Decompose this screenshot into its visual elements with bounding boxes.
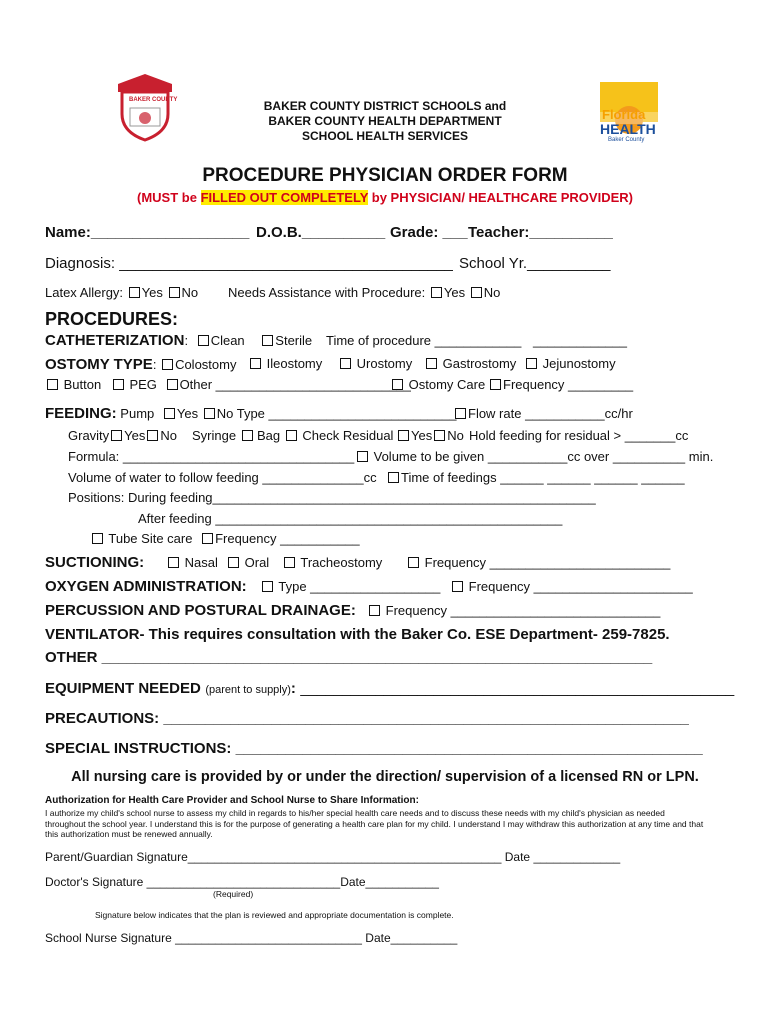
tracheostomy-checkbox[interactable] [284,557,295,568]
catheterization-row [45,333,312,348]
florida-word: Florida [602,107,646,122]
cath-time-field[interactable]: Time of procedure ____________ [326,333,522,348]
clean-checkbox[interactable] [198,335,209,346]
latex-allergy-row [45,286,198,299]
gravity-label: Gravity [68,428,110,443]
volume-given-checkbox[interactable] [357,451,368,462]
latex-no-label: No [181,285,199,300]
teacher-field[interactable]: Teacher:__________ [468,224,613,241]
diagnosis-field[interactable]: Diagnosis: ________________________________________ [45,255,453,272]
gravity-no-checkbox[interactable] [147,430,158,441]
pump-yes-checkbox[interactable] [164,408,175,419]
volume-given-option [355,450,713,463]
ventilator-note: VENTILATOR- This requires consultation with the Baker Co. ESE Department- 259-7825. [45,626,670,643]
tracheostomy-label: Tracheostomy [300,555,383,570]
ostomy-frequency-option [488,378,633,391]
suctioning-label: SUCTIONING: [45,554,145,571]
equipment-note: (parent to supply) [205,684,291,696]
ostomy-frequency-field[interactable]: Frequency _________ [503,377,634,392]
jejunostomy-checkbox[interactable] [526,358,537,369]
subtitle-post: by PHYSICIAN/ HEALTHCARE PROVIDER) [368,190,633,205]
form-subtitle [0,191,770,204]
oral-option [226,556,269,569]
grade-field[interactable]: Grade: ___ [390,224,468,241]
oral-label: Oral [244,555,270,570]
pump-label: Pump [120,406,155,421]
signature-note: Signature below indicates that the plan is reviewed and appropriate documentation is complete. [95,910,454,920]
suction-frequency-checkbox[interactable] [408,557,419,568]
jejunostomy-option [524,357,616,370]
ileostomy-option [248,357,322,370]
pump-no-checkbox[interactable] [204,408,215,419]
flow-rate-field[interactable]: Flow rate ___________cc/hr [468,406,633,421]
authorization-title: Authorization for Health Care Provider and School Nurse to Share Information: [45,795,419,806]
oral-checkbox[interactable] [228,557,239,568]
latex-label: Latex Allergy: [45,285,124,300]
residual-no-label: No [447,428,464,443]
gravity-yes-label: Yes [124,428,146,443]
feeding-label: FEEDING: [45,405,117,422]
check-residual-label: Check Residual [302,428,394,443]
nasal-option [166,556,218,569]
special-instructions-field[interactable]: SPECIAL INSTRUCTIONS: ________________________________________________________ [45,740,703,757]
urostomy-checkbox[interactable] [340,358,351,369]
oxygen-type-option [260,580,440,593]
nasal-label: Nasal [184,555,218,570]
oxygen-frequency-field[interactable]: Frequency ______________________ [468,579,693,594]
feeding-times-checkbox[interactable] [388,472,399,483]
baker-county-schools-logo [110,70,180,142]
percussion-label: PERCUSSION AND POSTURAL DRAINAGE: [45,602,356,619]
cath-colon: : [184,333,189,348]
gastrostomy-label: Gastrostomy [442,356,517,371]
ostomy-frequency-checkbox[interactable] [490,379,501,390]
syringe-label: Syringe [192,428,237,443]
oxygen-frequency-checkbox[interactable] [452,581,463,592]
pump-type-field[interactable]: No Type __________________________ [216,406,457,421]
syringe-checkbox[interactable] [242,430,253,441]
cath-label: CATHETERIZATION [45,332,185,349]
bag-checkbox[interactable] [286,430,297,441]
positions-after-field[interactable]: After feeding ________________________________________________ [138,511,563,526]
other-checkbox[interactable] [167,379,178,390]
tube-frequency-checkbox[interactable] [202,533,213,544]
tube-site-checkbox[interactable] [92,533,103,544]
clean-label: Clean [210,333,245,348]
peg-checkbox[interactable] [113,379,124,390]
form-title: PROCEDURE PHYSICIAN ORDER FORM [202,165,568,186]
urostomy-label: Urostomy [356,356,413,371]
residual-yes-checkbox[interactable] [398,430,409,441]
other-field[interactable]: OTHER __________________________________________________________________ [45,649,653,666]
equipment-colon: : [290,680,296,697]
feeding-row [45,406,457,421]
equipment-row [45,681,734,697]
feeding-times-option [386,471,685,484]
header-line-1: BAKER COUNTY DISTRICT SCHOOLS and [263,99,507,113]
gastrostomy-checkbox[interactable] [426,358,437,369]
oxygen-label: OXYGEN ADMINISTRATION: [45,578,247,595]
suction-frequency-option [406,556,670,569]
nursing-care-statement: All nursing care is provided by or under the direction/ supervision of a licensed RN or LPN. [71,769,699,785]
header-line-2: BAKER COUNTY HEALTH DEPARTMENT [268,114,502,128]
left-logo-text: BAKER COUNTY [129,97,178,103]
suction-frequency-field[interactable]: Frequency _________________________ [424,555,671,570]
bag-option [257,429,393,442]
oxygen-type-field[interactable]: Type __________________ [278,579,441,594]
name-field[interactable]: Name:___________________ [45,224,250,241]
peg-label: PEG [129,377,157,392]
authorization-body: I authorize my child's school nurse to assess my child in regards to his/her special health care needs and to discuss these needs with my child's physician as needed throughout the school year. I understand this is for the purpose of generating a health care plan for my child. I understand I may withdraw this authorization at any time and that this authorization must be renewed annually. [45,808,704,840]
bag-label: Bag [257,428,281,443]
parent-signature-field[interactable]: Parent/Guardian Signature_______________________________________________ Date _____________ [45,850,621,864]
assist-yes-checkbox[interactable] [431,287,442,298]
oxygen-frequency-option [450,580,693,593]
volume-given-field[interactable]: Volume to be given ___________cc over __________ min. [373,449,714,464]
cath-time-field-2[interactable]: _____________ [533,333,627,348]
latex-no-checkbox[interactable] [169,287,180,298]
ostomy-care-label: Ostomy Care [408,377,486,392]
latex-yes-checkbox[interactable] [129,287,140,298]
health-word: HEALTH [600,121,656,137]
ostomy-care-checkbox[interactable] [392,379,403,390]
formula-field[interactable]: Formula: ________________________________ [68,449,355,464]
ostomy-row-2 [45,378,411,391]
ostomy-label: OSTOMY TYPE [45,356,153,373]
flow-rate-checkbox[interactable] [455,408,466,419]
colostomy-checkbox[interactable] [162,359,173,370]
assist-label: Needs Assistance with Procedure: [228,285,426,300]
school-year-field[interactable]: School Yr.__________ [459,255,611,272]
residual-no-checkbox[interactable] [434,430,445,441]
percussion-frequency-field[interactable]: Frequency _____________________________ [385,603,661,618]
assist-no-label: No [483,285,501,300]
tracheostomy-option [282,556,382,569]
latex-yes-label: Yes [141,285,163,300]
urostomy-option [338,357,412,370]
assist-no-checkbox[interactable] [471,287,482,298]
gravity-no-label: No [160,428,178,443]
procedures-heading: PROCEDURES: [45,309,179,329]
tube-site-label: Tube Site care [108,531,193,546]
gravity-row [68,429,177,442]
subtitle-highlight: FILLED OUT COMPLETELY [200,190,369,205]
hold-feeding-field[interactable]: Hold feeding for residual > _______cc [469,428,689,443]
dob-field[interactable]: D.O.B.__________ [256,224,386,241]
ostomy-other-field[interactable]: Other ___________________________ [179,377,411,392]
gravity-yes-checkbox[interactable] [111,430,122,441]
oxygen-type-checkbox[interactable] [262,581,273,592]
ostomy-row [45,357,236,372]
flow-rate-option [453,407,633,420]
sterile-label: Sterile [275,333,313,348]
gastrostomy-option [424,357,516,370]
required-note: (Required) [213,889,254,899]
button-label: Button [63,377,102,392]
tube-frequency-field[interactable]: Frequency ___________ [215,531,360,546]
equipment-label: EQUIPMENT NEEDED [45,680,201,697]
jejunostomy-label: Jejunostomy [542,356,616,371]
ostomy-colon: : [152,357,157,372]
water-volume-field[interactable]: Volume of water to follow feeding ______________cc [68,470,377,485]
ostomy-care-option [390,378,485,391]
header-line-3: SCHOOL HEALTH SERVICES [301,129,469,143]
syringe-option [192,429,255,442]
precautions-field[interactable]: PRECAUTIONS: _______________________________________________________________ [45,710,689,727]
baker-county-word: Baker County [608,137,645,143]
sterile-checkbox[interactable] [262,335,273,346]
ileostomy-checkbox[interactable] [250,358,261,369]
doctor-signature-field[interactable]: Doctor's Signature _____________________________Date___________ [45,875,439,889]
equipment-field[interactable]: ____________________________________________________ [300,680,735,697]
subtitle-pre: (MUST be [137,190,201,205]
positions-during-field[interactable]: Positions: During feeding_____________________________________________________ [68,490,596,505]
tube-site-row [90,532,360,545]
residual-yes-no [396,429,464,442]
assistance-row [228,286,500,299]
percussion-frequency-option [367,604,660,617]
pump-yes-label: Yes [176,406,199,421]
nasal-checkbox[interactable] [168,557,179,568]
percussion-frequency-checkbox[interactable] [369,605,380,616]
florida-health-logo [598,80,660,148]
button-checkbox[interactable] [47,379,58,390]
residual-yes-label: Yes [411,428,433,443]
ileostomy-label: Ileostomy [266,356,323,371]
colostomy-label: Colostomy [175,357,237,372]
assist-yes-label: Yes [443,285,466,300]
nurse-signature-field[interactable]: School Nurse Signature ____________________________ Date__________ [45,931,458,945]
feeding-times-field[interactable]: Time of feedings ______ ______ ______ ______ [401,470,685,485]
